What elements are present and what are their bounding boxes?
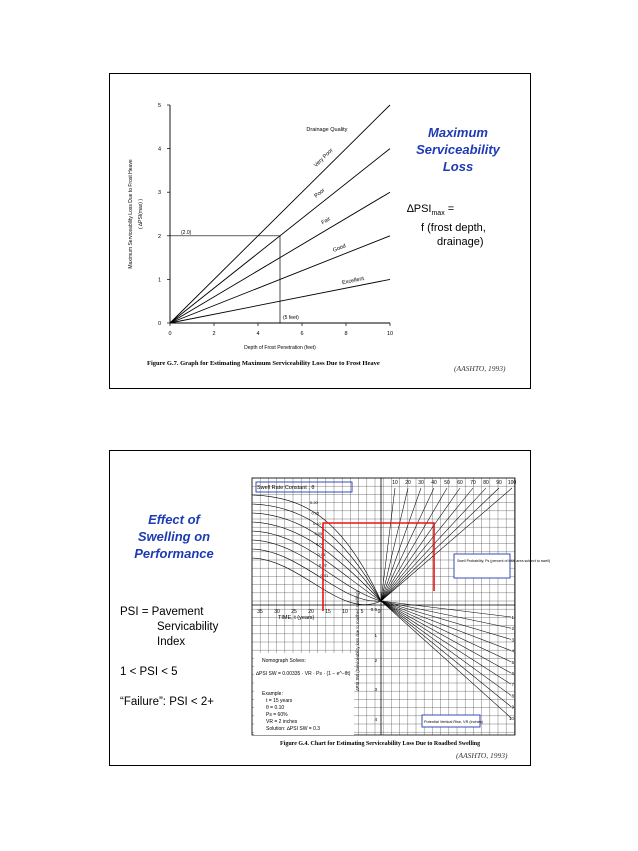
y-tick-label: 2: [157, 233, 161, 240]
series-label: Good: [332, 243, 347, 254]
series-label: Very Poor: [313, 147, 335, 169]
ps-fan-line: [381, 488, 447, 601]
swell-prob-label: [457, 559, 550, 563]
swelling-nomograph: [110, 451, 551, 765]
failure-note: “Failure”: PSI < 2+: [120, 696, 214, 708]
theta-label: 0.15: [311, 510, 320, 516]
citation: (AASHTO, 1993): [454, 364, 506, 373]
vr-label: Potential Vertical Rise, VR (inches): [424, 720, 483, 724]
vr-tick-label: 10: [508, 715, 514, 721]
theta-label: 0.20: [310, 500, 318, 505]
series-label: Poor: [313, 187, 327, 200]
vr-fan-line: [381, 601, 511, 695]
vr-tick-label: 1: [511, 615, 514, 620]
example-line: t = 15 years: [266, 698, 293, 704]
chart-title: Drainage Quality: [306, 127, 348, 134]
formula-lhs: ∆PSI: [407, 203, 432, 215]
formula-block: [407, 202, 522, 249]
figure-caption: Figure G.7. Graph for Estimating Maximum Serviceability Loss Due to Frost Heave: [147, 360, 380, 367]
psi-range: 1 < PSI < 5: [120, 666, 178, 678]
theta-label: 0.05: [314, 531, 323, 537]
theta-label: 0.02: [319, 562, 327, 568]
time-tick-label: 35: [257, 609, 263, 615]
example-line: Ps = 60%: [266, 712, 288, 718]
solver-eq: ∆PSI SW = 0.00335 · VR · Ps · (1 − e^−θt): [256, 671, 351, 677]
ps-tick-label: 10: [392, 480, 398, 486]
example-y-label: (2.0): [181, 229, 192, 236]
slide-frost-heave: [109, 73, 531, 389]
ps-tick-label: 70: [470, 480, 476, 486]
ps-tick-label: 30: [418, 480, 424, 486]
vr-tick-label: 4: [511, 648, 514, 654]
ps-fan-line: [381, 488, 499, 601]
series-label: Fair: [320, 216, 332, 227]
citation: (AASHTO, 1993): [456, 751, 508, 760]
dpsi-tick-label: 4: [374, 717, 377, 722]
y-tick-label: 3: [157, 190, 161, 197]
time-tick-label: 30: [274, 609, 280, 615]
y-axis-label: Maximum Serviceability Loss Due to Frost Heave: [128, 159, 134, 269]
vr-fan-line: [381, 601, 511, 707]
dpsi-tick-label: 3: [374, 687, 377, 692]
time-tick-label: 25: [291, 609, 297, 615]
y-tick-label: 0: [157, 321, 161, 327]
ps-tick-label: 50: [444, 480, 450, 486]
x-tick-label: 6: [300, 331, 304, 337]
vr-fan-line: [381, 601, 511, 662]
vr-fan-line: [381, 601, 511, 718]
title-line: Effect of: [148, 512, 200, 527]
y-tick-label: 5: [157, 103, 161, 109]
dpsi-tick-label: 0.5: [370, 607, 377, 612]
example-x-label: (5 feet): [283, 315, 299, 321]
x-tick-label: 0: [168, 331, 172, 337]
formula-line2: f (frost depth,: [421, 222, 486, 235]
x-tick-label: 8: [344, 331, 348, 337]
x-axis-label: Depth of Frost Penetration (feet): [244, 345, 316, 351]
vr-tick-label: 5: [511, 659, 514, 665]
dpsi-tick-label: 1: [374, 633, 377, 638]
swell-rate-curve: [252, 513, 381, 601]
time-label: TIME, t (years): [278, 615, 315, 621]
example-title: Example:: [262, 691, 283, 697]
def-line: Index: [157, 636, 186, 648]
x-tick-label: 10: [386, 331, 394, 337]
ps-tick-label: 20: [405, 480, 411, 486]
dpsi-label: ∆PSI SW (Serviceability loss due to roadbed swelling): [355, 591, 360, 691]
time-tick-label: 5: [360, 609, 364, 615]
theta-label: 0.01: [320, 572, 329, 578]
x-tick-label: 4: [256, 331, 260, 337]
title-line: Swelling on: [137, 529, 211, 544]
ps-tick-label: 80: [483, 480, 489, 486]
ps-tick-label: 60: [457, 480, 463, 486]
formula-line3: drainage): [437, 236, 484, 249]
swell-prob-text: Swell Probability, Ps (percent of total area subject to swell): [457, 559, 551, 563]
ps-tick-label: 40: [431, 480, 437, 486]
vr-tick-label: 9: [511, 704, 514, 710]
title-line: Serviceability: [416, 142, 500, 157]
title-line: Performance: [134, 546, 214, 561]
time-tick-label: 10: [342, 609, 348, 615]
vr-tick-label: 2: [511, 626, 514, 632]
time-tick-label: 15: [325, 609, 331, 615]
vr-tick-label: 3: [511, 637, 514, 643]
title-line: Maximum: [428, 125, 488, 140]
y-tick-label: 1: [157, 277, 161, 284]
slide-swelling: [109, 450, 551, 766]
swell-prob-box: [454, 554, 510, 578]
vr-tick-label: 6: [511, 671, 514, 676]
dpsi-tick-label: 2: [374, 658, 377, 663]
title-line: Loss: [442, 159, 474, 174]
vr-fan-line: [381, 601, 511, 673]
vr-fan-line: [381, 601, 511, 651]
theta-label: 0.04: [316, 541, 324, 547]
vr-tick-label: 8: [511, 693, 514, 699]
example-line: θ = 0.10: [266, 705, 285, 711]
ps-fan-line: [381, 488, 473, 601]
formula-eq: =: [444, 203, 455, 215]
time-tick-label: 20: [308, 609, 314, 615]
theta-label: 0.03: [317, 552, 326, 557]
example-line: Solution: ∆PSI SW = 0.3: [266, 726, 321, 732]
vr-fan-line: [381, 601, 511, 684]
vr-tick-label: 7: [511, 682, 514, 688]
theta-label: 0.10: [313, 520, 321, 526]
formula-sub: max: [431, 210, 445, 218]
solver-title: Nomograph Solves:: [262, 658, 306, 664]
y-axis-label: ( ∆PSI(max) ): [138, 198, 144, 230]
ps-fan-line: [381, 488, 512, 601]
ps-tick-label: 100: [507, 480, 517, 486]
def-line: Servicability: [157, 621, 219, 633]
ps-fan-line: [381, 488, 434, 601]
y-tick-label: 4: [157, 146, 161, 153]
time-tick-label: 0: [377, 609, 381, 615]
def-line: PSI = Pavement: [120, 606, 204, 618]
figure-caption: Figure G.4. Chart for Estimating Serviceability Loss Due to Roadbed Swelling: [280, 741, 481, 747]
slide1-title: [398, 124, 518, 175]
example-line: VR = 2 inches: [266, 719, 298, 725]
swell-rate-label: Swell Rate Constant , θ: [257, 485, 315, 491]
ps-tick-label: 90: [496, 480, 502, 486]
x-tick-label: 2: [212, 331, 216, 337]
series-label: Excellent: [341, 275, 365, 287]
